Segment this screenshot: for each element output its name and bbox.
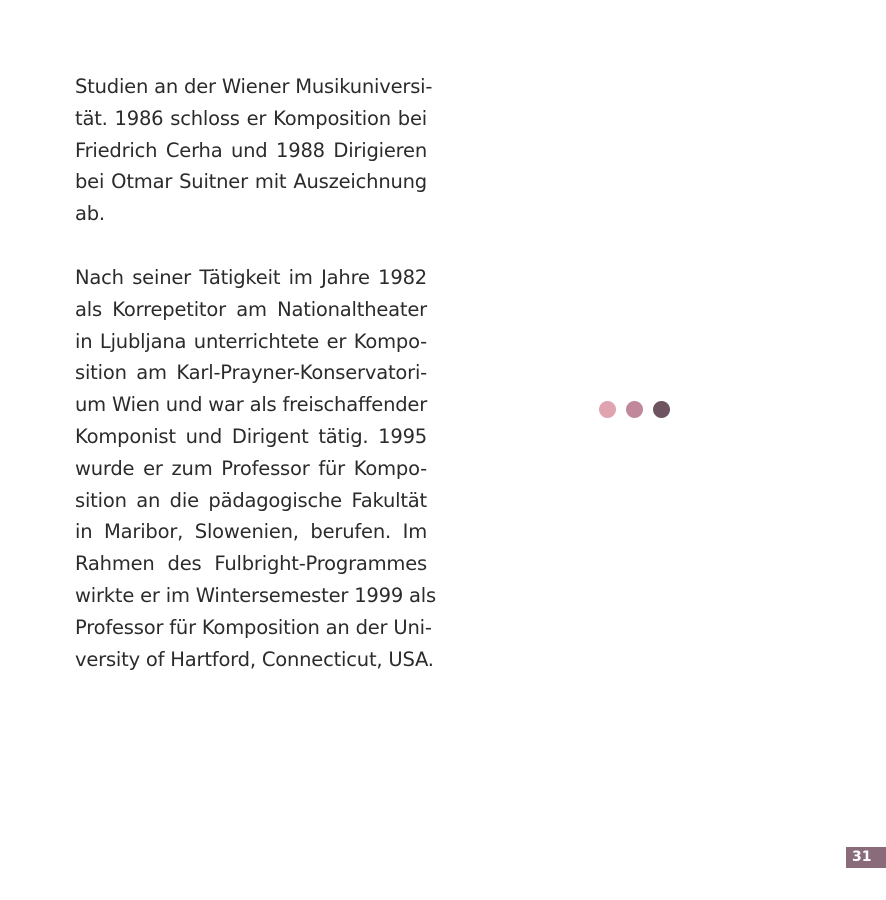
paragraph-studies: [75, 71, 433, 230]
text-line: sition an die pädagogische Fakultät: [75, 488, 427, 512]
text-line: sition am Karl-Prayner-Konservatori-: [75, 361, 427, 385]
text-line: tät. 1986 schloss er Komposition bei: [75, 106, 427, 130]
text-line: wurde er zum Professor für Kompo-: [75, 456, 427, 480]
dot-icon: [653, 401, 670, 418]
text-line: um Wien und war als freischaffender: [75, 393, 428, 417]
text-line: als Korrepetitor am Nationaltheater: [75, 297, 427, 321]
text-line: Studien an der Wiener Musikuniversi-: [75, 75, 433, 98]
body-text: [75, 71, 436, 675]
text-line: ab.: [75, 202, 105, 226]
text-line: wirkte er im Wintersemester 1999 als: [75, 583, 436, 607]
text-line: versity of Hartford, Connecticut, USA.: [75, 647, 434, 671]
page-number: 31: [846, 847, 886, 868]
dot-icon: [599, 401, 616, 418]
decorative-dots: [599, 401, 670, 418]
text-line: Nach seiner Tätigkeit im Jahre 1982: [75, 265, 427, 289]
text-line: Komponist und Dirigent tätig. 1995: [75, 424, 427, 448]
text-line: Friedrich Cerha und 1988 Dirigieren: [75, 138, 427, 162]
text-line: Professor für Komposition an der Uni-: [75, 615, 432, 639]
text-line: in Maribor, Slowenien, berufen. Im: [75, 520, 427, 544]
text-line: in Ljubljana unterrichtete er Kompo-: [75, 329, 427, 353]
text-line: bei Otmar Suitner mit Auszeichnung: [75, 170, 427, 194]
paragraph-career: [75, 262, 436, 675]
dot-icon: [626, 401, 643, 418]
text-line: Rahmen des Fulbright-Programmes: [75, 552, 427, 576]
